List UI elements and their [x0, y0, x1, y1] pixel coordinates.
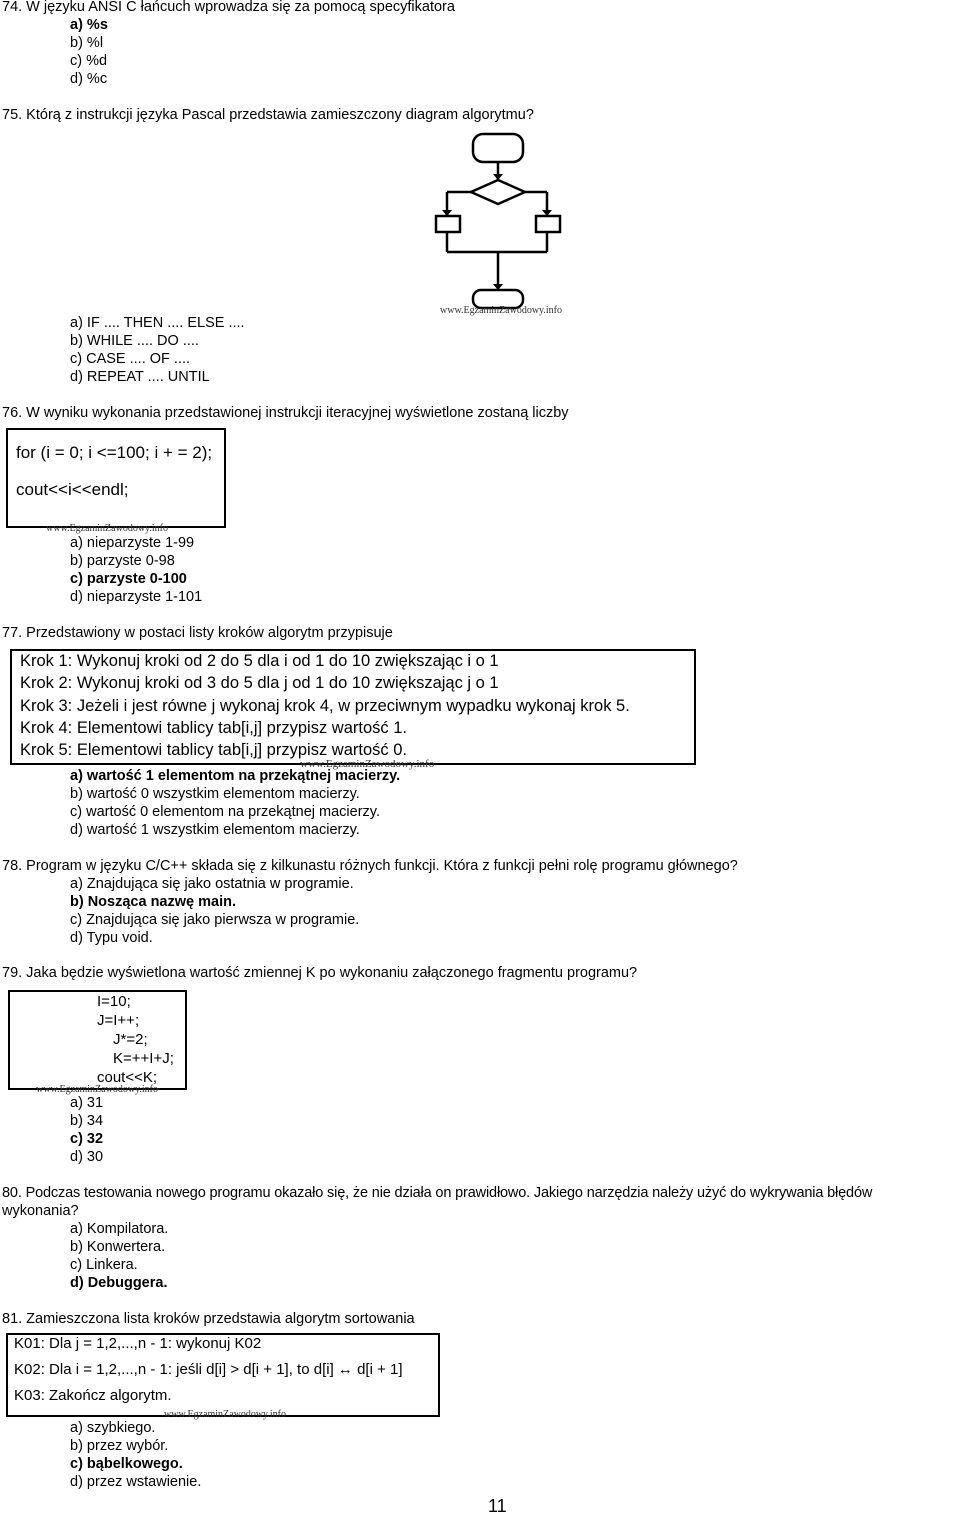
q77-step-4: Krok 4: Elementowi tablicy tab[i,j] przypisz wartość 1. — [20, 719, 407, 737]
q80-answer-c: c) Linkera. — [70, 1257, 138, 1273]
q75-answer-b: b) WHILE .... DO .... — [70, 333, 199, 349]
q81-step-1: K01: Dla j = 1,2,...,n - 1: wykonuj K02 — [14, 1335, 262, 1352]
q78-question: 78. Program w języku C/C++ składa się z kilkunastu różnych funkcji. Która z funkcji pełni rolę programu głównego? — [2, 858, 738, 874]
q80-question-line-1: 80. Podczas testowania nowego programu okazało się, że nie działa on prawidłowo. Jakiego narzędzia należy użyć do wykrywania błędów — [2, 1185, 873, 1201]
q77-question: 77. Przedstawiony w postaci listy kroków algorytm przypisuje — [2, 625, 393, 641]
q81-step-3: K03: Zakończ algorytm. — [14, 1387, 172, 1404]
q74-answer-b: b) %l — [70, 35, 104, 51]
q76-code-line-1: for (i = 0; i <=100; i + = 2); — [16, 443, 213, 462]
q79-answer-c: c) 32 — [70, 1131, 104, 1147]
q77-answer-b: b) wartość 0 wszystkim elementom macierzy. — [70, 786, 360, 802]
q79-answer-b: b) 34 — [70, 1113, 104, 1129]
q77-answer-a: a) wartość 1 elementom na przekątnej macierzy. — [70, 768, 401, 784]
q76-answer-d: d) nieparzyste 1-101 — [70, 589, 203, 605]
q75-watermark: www.EgzaminZawodowy.info — [440, 305, 563, 316]
q75-answer-d: d) REPEAT .... UNTIL — [70, 369, 210, 385]
q77-step-1: Krok 1: Wykonuj kroki od 2 do 5 dla i od 1 do 10 zwiększając i o 1 — [20, 652, 499, 670]
q74-answer-d: d) %c — [70, 71, 108, 87]
q77-answer-c: c) wartość 0 elementom na przekątnej macierzy. — [70, 804, 380, 820]
q76-question: 76. W wyniku wykonania przedstawionej instrukcji iteracyjnej wyświetlone zostaną liczby — [2, 405, 569, 421]
q79-answer-a: a) 31 — [70, 1095, 104, 1111]
q80-answer-d: d) Debuggera. — [70, 1275, 168, 1291]
q77-step-5: Krok 5: Elementowi tablicy tab[i,j] przypisz wartość 0. — [20, 741, 407, 759]
q81-question: 81. Zamieszczona lista kroków przedstawia algorytm sortowania — [2, 1311, 415, 1327]
q78-answer-d: d) Typu void. — [70, 930, 153, 946]
q80-question-line-2: wykonania? — [2, 1203, 79, 1219]
q77-step-3: Krok 3: Jeżeli i jest równe j wykonaj krok 4, w przeciwnym wypadku wykonaj krok 5. — [20, 697, 630, 715]
q81-answer-a: a) szybkiego. — [70, 1420, 156, 1436]
q76-answer-c: c) parzyste 0-100 — [70, 571, 187, 587]
q80-answer-b: b) Konwertera. — [70, 1239, 166, 1255]
q79-code-line-2: J=I++; — [97, 1012, 140, 1029]
q79-code-line-3: J*=2; — [113, 1031, 148, 1048]
q75-question: 75. Którą z instrukcji języka Pascal przedstawia zamieszczony diagram algorytmu? — [2, 107, 534, 123]
q78-answer-c: c) Znajdująca się jako pierwsza w programie. — [70, 912, 360, 928]
q81-answer-b: b) przez wybór. — [70, 1438, 169, 1454]
q75-answer-a: a) IF .... THEN .... ELSE .... — [70, 315, 245, 331]
q78-answer-a: a) Znajdująca się jako ostatnia w programie. — [70, 876, 354, 892]
q79-code-line-5: cout<<K; — [97, 1069, 158, 1086]
q79-question: 79. Jaka będzie wyświetlona wartość zmiennej K po wykonaniu załączonego fragmentu programu? — [2, 965, 638, 981]
q79-code-line-1: I=10; — [97, 993, 131, 1010]
q76-answer-a: a) nieparzyste 1-99 — [70, 535, 195, 551]
q76-code-line-2: cout<<i<<endl; — [16, 480, 129, 499]
q75-answer-c: c) CASE .... OF .... — [70, 351, 191, 367]
q75-flowchart-diagram — [430, 128, 570, 313]
q74-answer-a: a) %s — [70, 17, 108, 33]
q78-answer-b: b) Nosząca nazwę main. — [70, 894, 236, 910]
q79-watermark: www.EgzaminZawodowy.info — [36, 1084, 159, 1095]
q77-answer-d: d) wartość 1 wszystkim elementom macierzy. — [70, 822, 360, 838]
q76-answer-b: b) parzyste 0-98 — [70, 553, 175, 569]
q81-answer-d: d) przez wstawienie. — [70, 1474, 202, 1490]
q74-answer-c: c) %d — [70, 53, 108, 69]
q81-watermark: www.EgzaminZawodowy.info — [164, 1409, 287, 1420]
page-number: 11 — [488, 1496, 507, 1516]
q79-code-line-4: K=++I+J; — [113, 1050, 174, 1067]
q81-answer-c: c) bąbelkowego. — [70, 1456, 183, 1472]
q77-step-2: Krok 2: Wykonuj kroki od 3 do 5 dla j od 1 do 10 zwiększając j o 1 — [20, 674, 499, 692]
q74-question: 74. W języku ANSI C łańcuch wprowadza się za pomocą specyfikatora — [2, 0, 455, 15]
q81-step-2: K02: Dla i = 1,2,...,n - 1: jeśli d[i] > d[i + 1], to d[i] ↔ d[i + 1] — [14, 1361, 403, 1378]
q76-watermark: www.EgzaminZawodowy.info — [46, 523, 169, 534]
q77-watermark: www.EgzaminZawodowy.info — [300, 758, 435, 770]
q80-answer-a: a) Kompilatora. — [70, 1221, 169, 1237]
q79-answer-d: d) 30 — [70, 1149, 104, 1165]
